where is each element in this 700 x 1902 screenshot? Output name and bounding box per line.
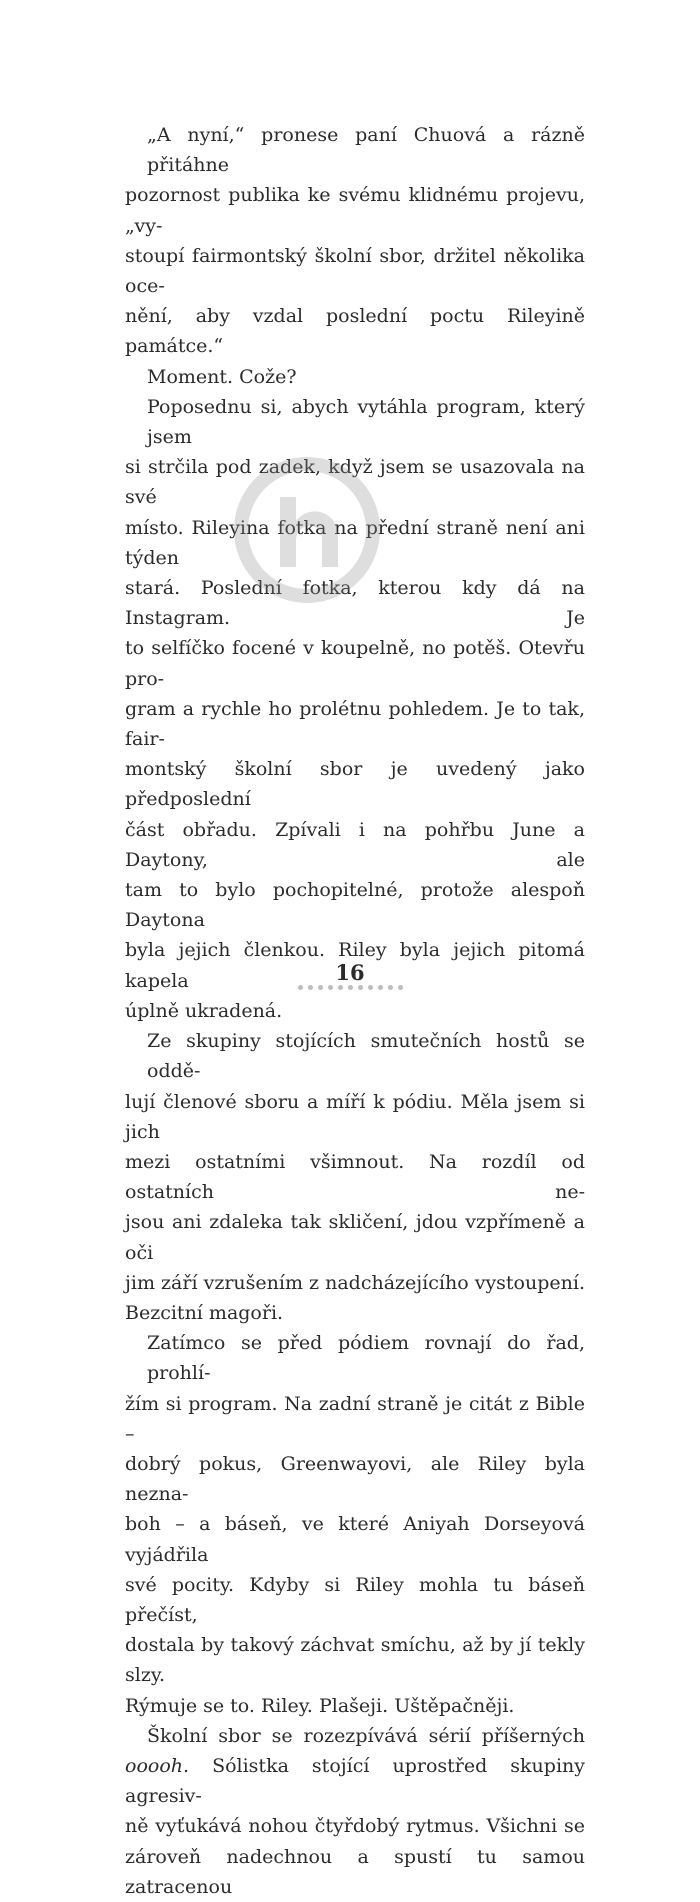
- text-line: ooooh. Sólistka stojící uprostřed skupiny agresiv-: [125, 1754, 585, 1808]
- ornament-dot: [368, 985, 373, 990]
- paragraph: [125, 120, 585, 362]
- text-line: stará. Poslední fotka, kterou kdy dá na Instagram. Je: [125, 577, 585, 630]
- ornament-dot: [388, 985, 393, 990]
- ornament-dot: [328, 985, 333, 990]
- text-line: byla jejich členkou. Riley byla jejich pitomá kapela: [125, 939, 585, 992]
- text-line: zároveň nadechnou a spustí tu samou zatracenou: [125, 1845, 585, 1898]
- text-line: boh – a báseň, ve které Aniyah Dorseyová vyjádřila: [125, 1513, 585, 1566]
- ornament-dot: [318, 985, 323, 990]
- text-line: montský školní sbor je uvedený jako předposlední: [125, 758, 585, 811]
- ornament-dot: [358, 985, 363, 990]
- paragraph: [125, 362, 585, 392]
- text-line: Ze skupiny stojících smutečních hostů se oddě-: [147, 1030, 585, 1083]
- text-line: dostala by takový záchvat smíchu, až by jí tekly slzy.: [125, 1634, 585, 1687]
- text-line: Bezcitní magoři.: [125, 1301, 284, 1324]
- text-line: ně vyťukává nohou čtyřdobý rytmus. Všichni se: [125, 1815, 585, 1838]
- text-line: pozornost publika ke svému klidnému projevu, „vy-: [125, 184, 585, 237]
- text-line: to selfíčko focené v koupelně, no potěš. Otevřu pro-: [125, 637, 585, 690]
- publisher-logo-watermark-icon: [232, 455, 382, 605]
- ornament-dot: [398, 985, 403, 990]
- text-line: Poposednu si, abych vytáhla program, který jsem: [147, 395, 585, 449]
- paragraph: [125, 1328, 585, 1721]
- text-line: gram a rychle ho prolétnu pohledem. Je to tak, fair-: [125, 697, 585, 751]
- text-line: část obřadu. Zpívali i na pohřbu June a Daytony, ale: [125, 818, 585, 871]
- text-line: Zatímco se před pódiem rovnají do řad, prohlí-: [147, 1332, 585, 1385]
- text-line: „A nyní,“ pronese paní Chuová a rázně přitáhne: [147, 124, 585, 177]
- ornament-dot: [348, 985, 353, 990]
- text-line: tam to bylo pochopitelné, protože alespoň Daytona: [125, 879, 585, 932]
- ornament-dot: [338, 985, 343, 990]
- text-line: si strčila pod zadek, když jsem se usazovala na své: [125, 456, 585, 509]
- text-line: mezi ostatními všimnout. Na rozdíl od ostatních ne-: [125, 1150, 585, 1204]
- page-number-ornament: [0, 985, 700, 990]
- text-line: dobrý pokus, Greenwayovi, ale Riley byla nezna-: [125, 1452, 585, 1506]
- text-line: žím si program. Na zadní straně je citát z Bible –: [125, 1392, 585, 1445]
- text-line: lují členové sboru a míří k pódiu. Měla jsem si jich: [125, 1090, 585, 1143]
- text-line: jim září vzrušením z nadcházejícího vystoupení.: [125, 1271, 585, 1294]
- text-line: úplně ukradená.: [125, 999, 283, 1022]
- text-line: nění, aby vzdal poslední poctu Rileyině památce.“: [125, 305, 585, 358]
- text-line: Školní sbor se rozezpívává sérií příšerných: [147, 1724, 585, 1747]
- text-line: stoupí fairmontský školní sbor, držitel několika oce-: [125, 244, 585, 298]
- text-line: Moment. Cože?: [147, 365, 297, 388]
- paragraph: [125, 1721, 585, 1902]
- paragraph: [125, 1026, 585, 1328]
- ornament-dot: [298, 985, 303, 990]
- text-line: své pocity. Kdyby si Riley mohla tu báseň přečíst,: [125, 1573, 585, 1626]
- text-line: jsou ani zdaleka tak skličení, jdou vzpřímeně a oči: [125, 1211, 585, 1264]
- ornament-dot: [308, 985, 313, 990]
- text-line: Rýmuje se to. Riley. Plašeji. Uštěpačněji.: [125, 1694, 515, 1717]
- text-line: místo. Rileyina fotka na přední straně není ani týden: [125, 516, 585, 569]
- body-text: [125, 120, 585, 1902]
- ornament-dot: [378, 985, 383, 990]
- page-number: 16: [335, 960, 365, 985]
